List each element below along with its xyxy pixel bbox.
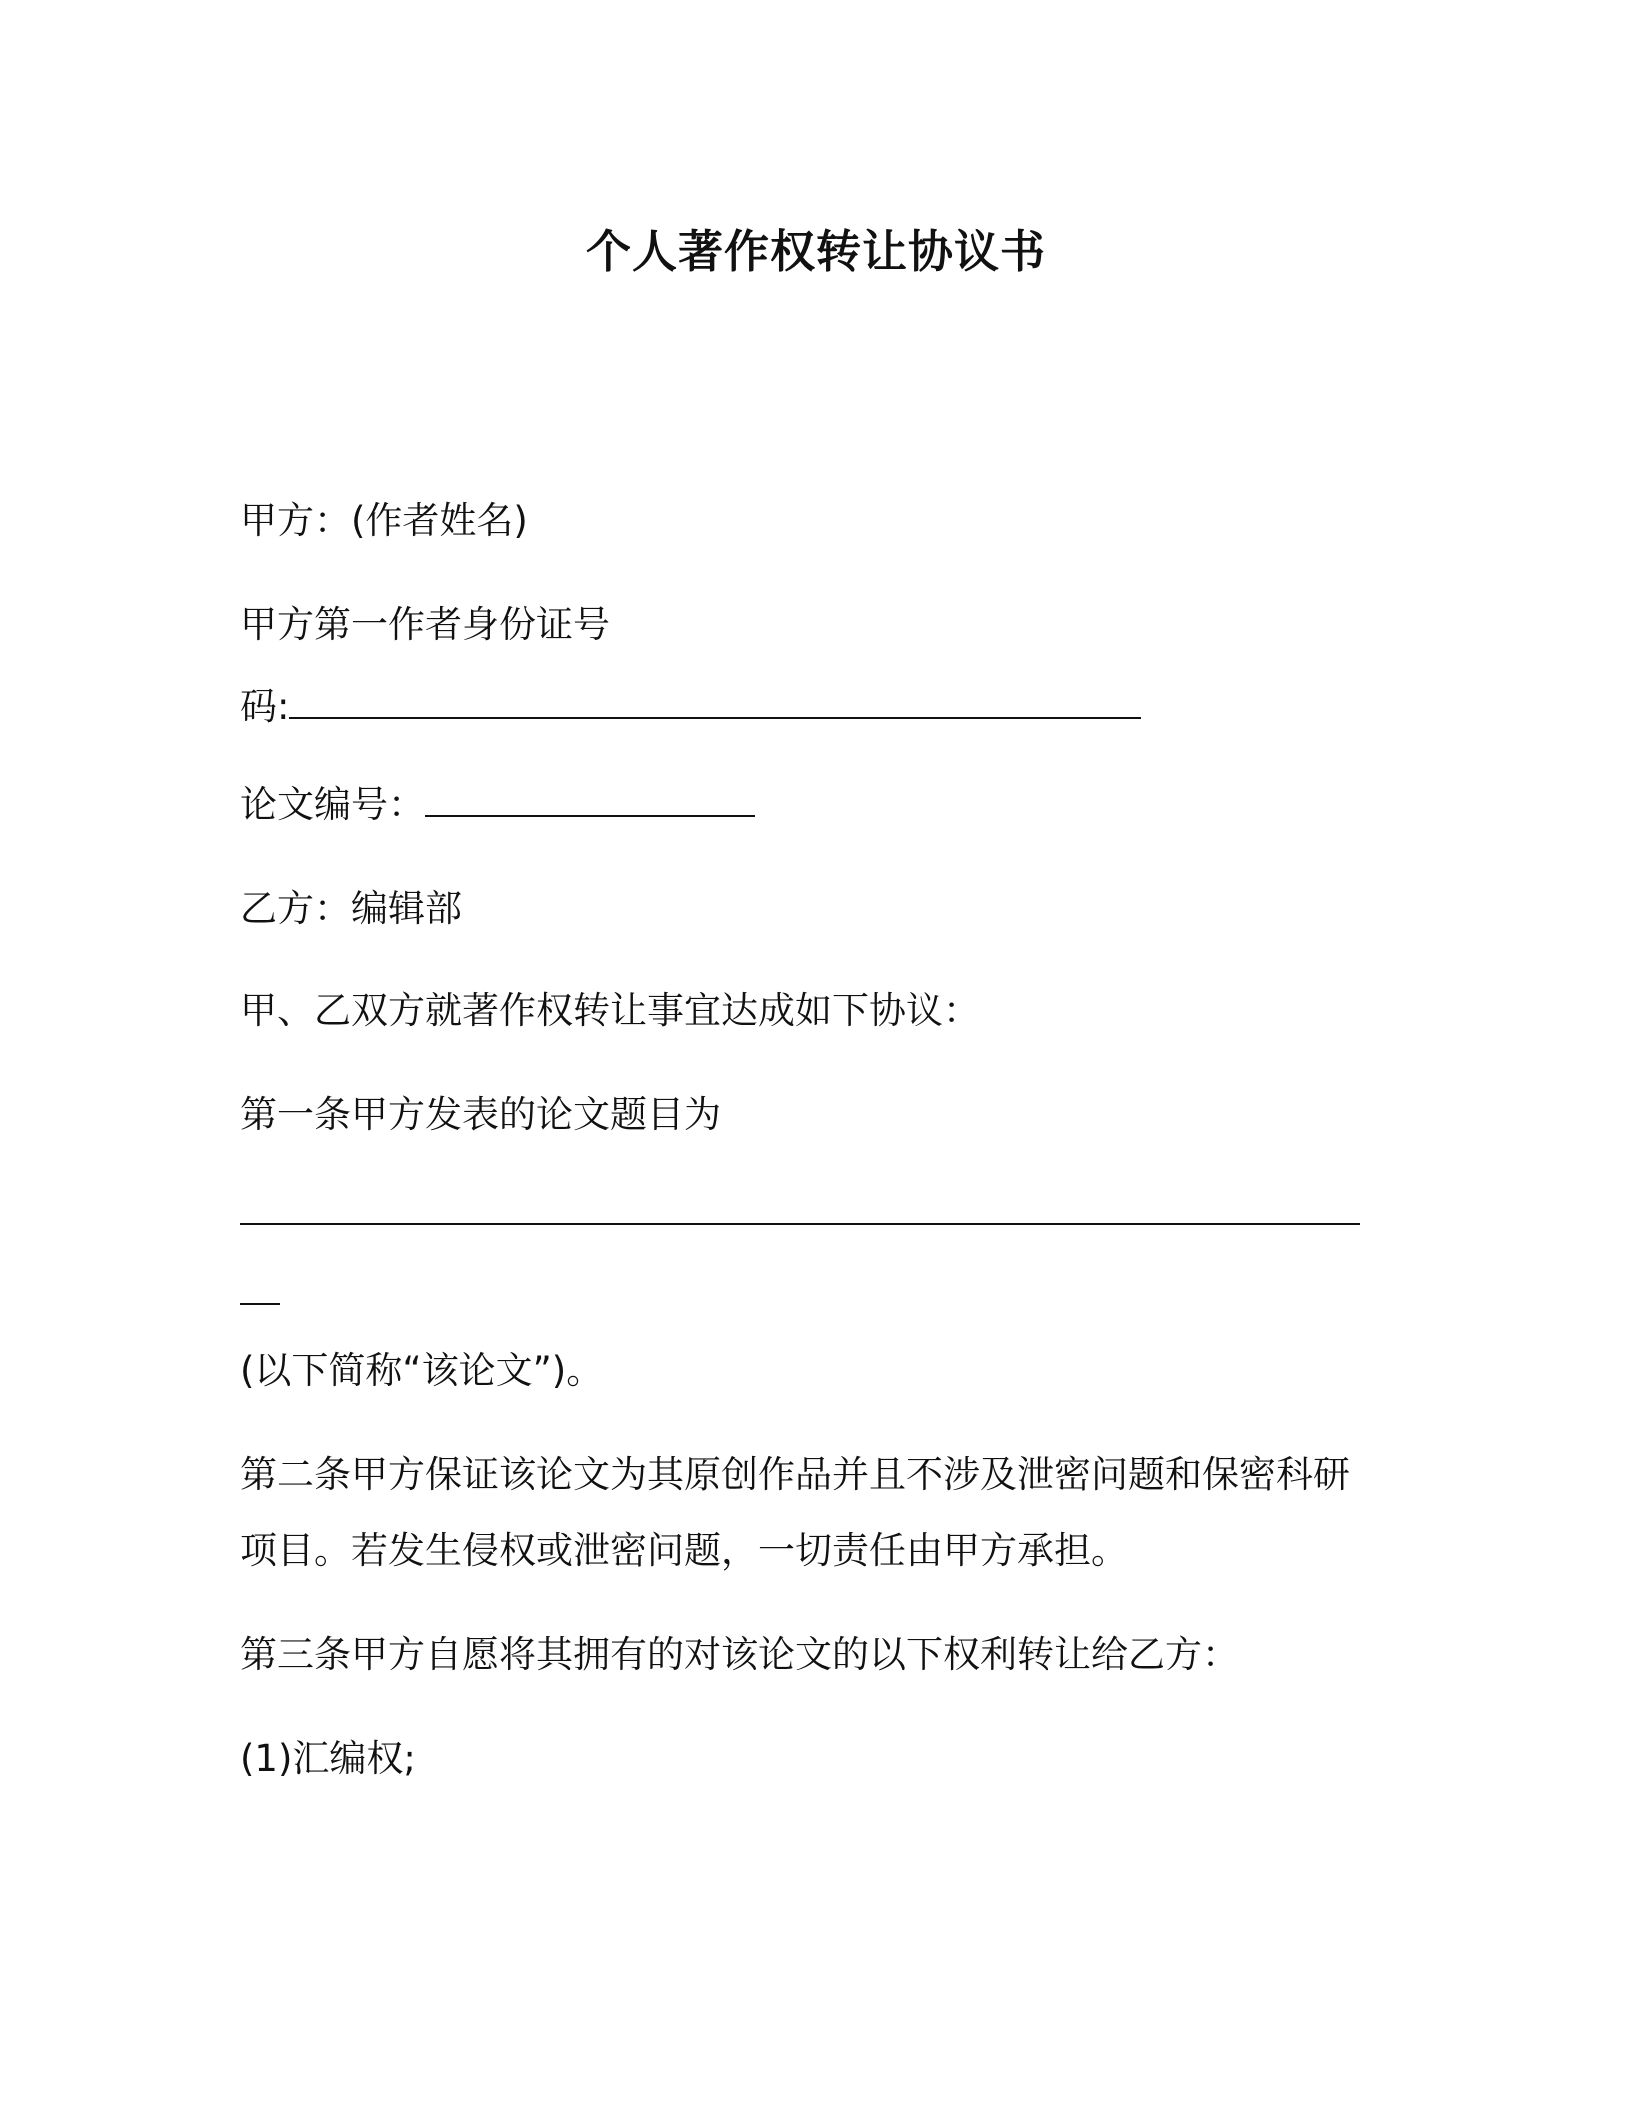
paper-number-label: 论文编号： bbox=[240, 783, 425, 826]
article-1-title-blank-row bbox=[240, 1188, 1360, 1238]
paper-number-blank[interactable] bbox=[425, 815, 755, 817]
article-1-suffix-line: (以下简称“该论文”)。 bbox=[240, 1349, 604, 1392]
article-3-line: 第三条甲方自愿将其拥有的对该论文的以下权利转让给乙方： bbox=[240, 1633, 1239, 1676]
paper-number-line bbox=[240, 780, 755, 830]
id-label-line-1: 甲方第一作者身份证号 bbox=[240, 603, 610, 646]
id-label-line-2 bbox=[240, 682, 1141, 732]
paper-title-blank-continued[interactable] bbox=[240, 1303, 280, 1305]
article-1-title-blank-row-2 bbox=[240, 1268, 280, 1318]
article-1-line: 第一条甲方发表的论文题目为 bbox=[240, 1093, 721, 1136]
id-label-text: 码: bbox=[240, 685, 290, 728]
intro-line: 甲、乙双方就著作权转让事宜达成如下协议： bbox=[240, 989, 980, 1032]
document-title: 个人著作权转让协议书 bbox=[585, 225, 1046, 278]
article-2-line-1: 第二条甲方保证该论文为其原创作品并且不涉及泄密问题和保密科研 bbox=[240, 1453, 1350, 1496]
article-2-line-2: 项目。若发生侵权或泄密问题，一切责任由甲方承担。 bbox=[240, 1529, 1128, 1572]
item-1-line: (1)汇编权; bbox=[240, 1737, 416, 1780]
party-b-line: 乙方：编辑部 bbox=[240, 887, 462, 930]
paper-title-blank[interactable] bbox=[240, 1223, 1360, 1225]
party-a-line: 甲方：(作者姓名) bbox=[240, 499, 528, 542]
id-number-blank[interactable] bbox=[289, 717, 1141, 719]
